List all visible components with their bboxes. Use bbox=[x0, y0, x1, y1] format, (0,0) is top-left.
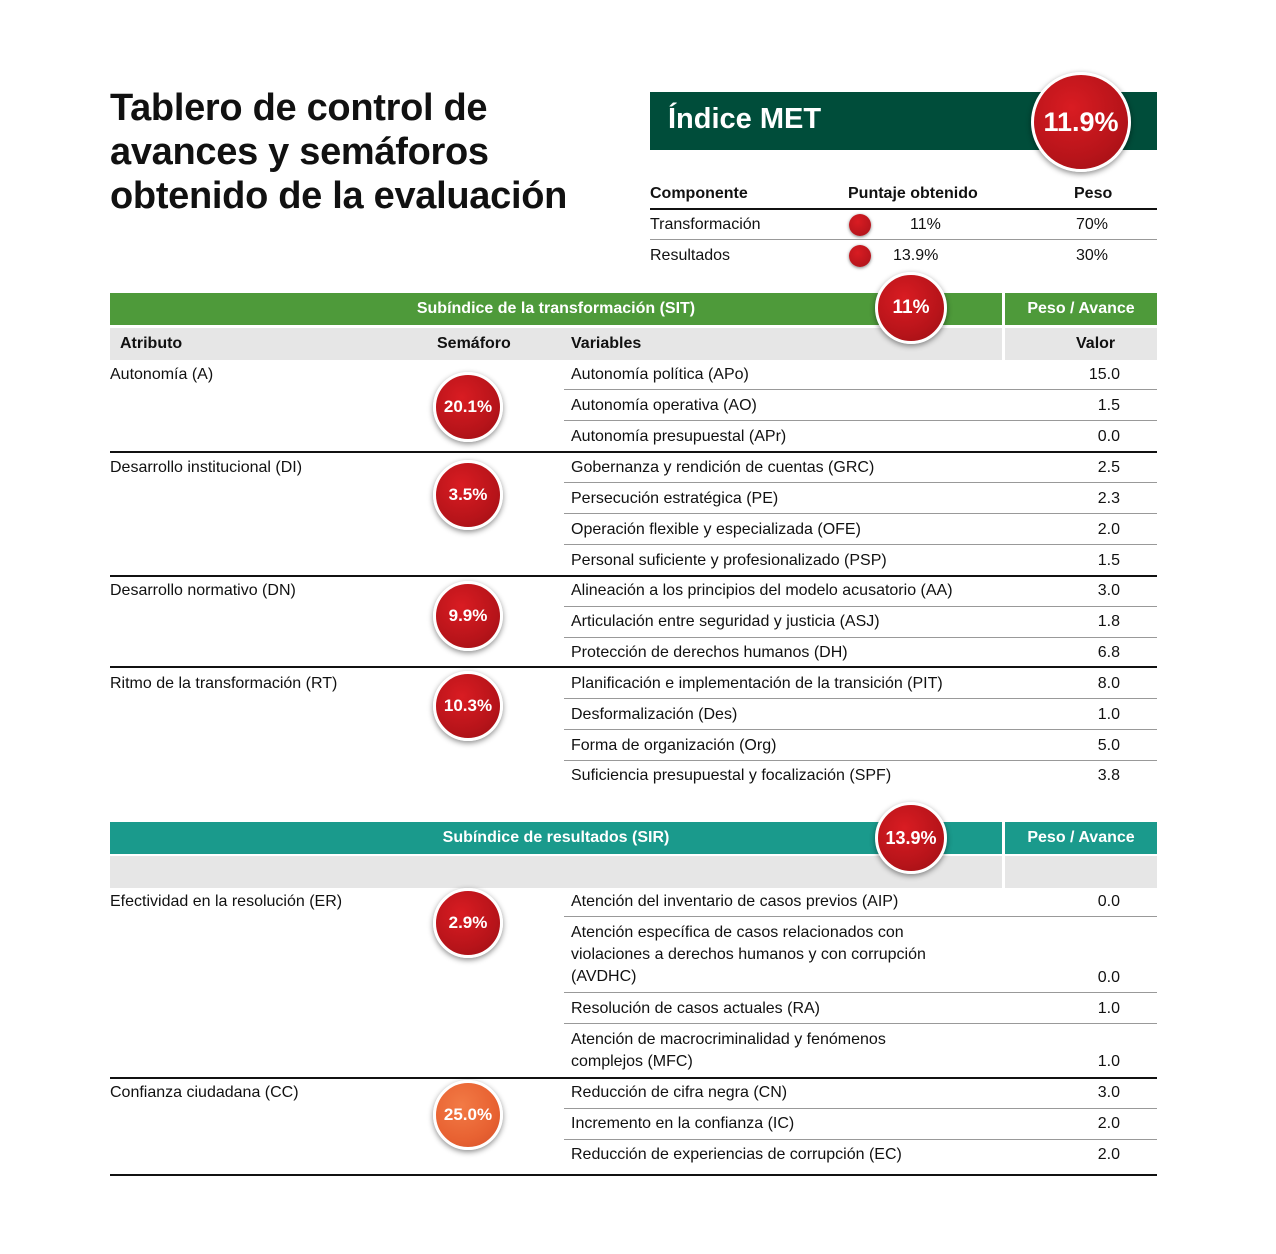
variable-value: 5.0 bbox=[1097, 737, 1120, 754]
divider bbox=[110, 451, 1157, 453]
variable-name: Autonomía presupuestal (APr) bbox=[571, 428, 787, 445]
variable-value: 6.8 bbox=[1097, 644, 1120, 661]
semaphore-header: Semáforo bbox=[437, 335, 511, 352]
sir-weight-label: Peso / Avance bbox=[1027, 829, 1135, 846]
attribute-header: Atributo bbox=[120, 335, 183, 352]
divider bbox=[564, 482, 1157, 483]
semaphore-bubble: 2.9% bbox=[433, 888, 503, 958]
divider bbox=[564, 606, 1157, 607]
variable-name: Personal suficiente y profesionalizado (PSP) bbox=[571, 552, 887, 569]
variable-value: 1.0 bbox=[1097, 1053, 1120, 1070]
sit-score-bubble: 11% bbox=[875, 272, 947, 344]
variable-value: 1.0 bbox=[1097, 706, 1120, 723]
divider bbox=[564, 420, 1157, 421]
variable-value: 0.0 bbox=[1097, 428, 1120, 445]
met-label: Índice MET bbox=[668, 103, 822, 135]
variable-value: 3.0 bbox=[1097, 582, 1120, 599]
attribute-name: Efectividad en la resolución (ER) bbox=[110, 893, 343, 910]
divider bbox=[110, 1077, 1157, 1079]
divider bbox=[564, 729, 1157, 730]
variable-name: Resolución de casos actuales (RA) bbox=[571, 1000, 821, 1017]
variable-value: 2.0 bbox=[1097, 521, 1120, 538]
variable-name: Articulación entre seguridad y justicia (ASJ) bbox=[571, 613, 880, 630]
score-header: Puntaje obtenido bbox=[848, 185, 978, 202]
page-title: Tablero de control de avances y semáforos obtenido de la evaluación bbox=[110, 87, 568, 217]
sit-subheader bbox=[110, 328, 1002, 360]
variable-name: Forma de organización (Org) bbox=[571, 737, 777, 754]
variable-name: Atención del inventario de casos previos (AIP) bbox=[571, 893, 899, 910]
component-score: 11% bbox=[910, 216, 941, 233]
variable-name: Atención de macrocriminalidad y fenómenos complejos (MFC) bbox=[571, 1031, 886, 1070]
component-weight: 70% bbox=[1076, 216, 1109, 233]
component-score: 13.9% bbox=[893, 247, 939, 264]
sit-band bbox=[110, 293, 1002, 325]
variable-name: Protección de derechos humanos (DH) bbox=[571, 644, 848, 661]
variable-name: Gobernanza y rendición de cuentas (GRC) bbox=[571, 459, 875, 476]
semaphore-bubble: 9.9% bbox=[433, 581, 503, 651]
variables-header: Variables bbox=[571, 335, 642, 352]
attribute-name: Autonomía (A) bbox=[110, 366, 214, 383]
attribute-name: Confianza ciudadana (CC) bbox=[110, 1084, 299, 1101]
attribute-name: Desarrollo normativo (DN) bbox=[110, 582, 296, 599]
variable-name: Desformalización (Des) bbox=[571, 706, 738, 723]
variable-value: 3.0 bbox=[1097, 1084, 1120, 1101]
sir-label: Subíndice de resultados (SIR) bbox=[442, 829, 670, 846]
red-dot-icon bbox=[849, 214, 871, 236]
component-name: Transformación bbox=[650, 216, 761, 233]
sir-score-bubble: 13.9% bbox=[875, 802, 947, 874]
component-weight: 30% bbox=[1076, 247, 1109, 264]
value-header: Valor bbox=[1076, 335, 1116, 352]
variable-value: 8.0 bbox=[1097, 675, 1120, 692]
variable-value: 1.5 bbox=[1097, 552, 1120, 569]
divider bbox=[564, 389, 1157, 390]
sir-weight-band bbox=[1005, 822, 1157, 854]
sir-subheader bbox=[110, 856, 1002, 888]
divider bbox=[650, 239, 1157, 240]
variable-name: Planificación e implementación de la transición (PIT) bbox=[571, 675, 943, 692]
component-name: Resultados bbox=[650, 247, 731, 264]
divider bbox=[110, 1174, 1157, 1176]
variable-value: 2.3 bbox=[1097, 490, 1120, 507]
divider bbox=[564, 637, 1157, 638]
variable-value: 2.0 bbox=[1097, 1115, 1120, 1132]
divider bbox=[564, 698, 1157, 699]
met-score-bubble: 11.9% bbox=[1031, 72, 1131, 172]
semaphore-bubble: 3.5% bbox=[433, 460, 503, 530]
divider bbox=[564, 916, 1157, 917]
variable-value: 2.0 bbox=[1097, 1146, 1120, 1163]
variable-value: 3.8 bbox=[1097, 767, 1120, 784]
divider bbox=[564, 760, 1157, 761]
sir-band bbox=[110, 822, 1002, 854]
attribute-name: Ritmo de la transformación (RT) bbox=[110, 675, 338, 692]
divider bbox=[564, 1139, 1157, 1140]
divider bbox=[650, 208, 1157, 210]
sit-weight-label: Peso / Avance bbox=[1027, 300, 1135, 317]
variable-value: 0.0 bbox=[1097, 893, 1120, 910]
variable-name: Reducción de experiencias de corrupción (EC) bbox=[571, 1146, 902, 1163]
variable-name: Suficiencia presupuestal y focalización (SPF) bbox=[571, 767, 892, 784]
divider bbox=[564, 513, 1157, 514]
variable-value: 0.0 bbox=[1097, 969, 1120, 986]
divider bbox=[110, 666, 1157, 668]
variable-name: Autonomía operativa (AO) bbox=[571, 397, 757, 414]
semaphore-bubble: 25.0% bbox=[433, 1080, 503, 1150]
red-dot-icon bbox=[849, 245, 871, 267]
sit-label: Subíndice de la transformación (SIT) bbox=[416, 300, 696, 317]
variable-value: 1.8 bbox=[1097, 613, 1120, 630]
divider bbox=[564, 992, 1157, 993]
variable-name: Reducción de cifra negra (CN) bbox=[571, 1084, 788, 1101]
variable-name: Persecución estratégica (PE) bbox=[571, 490, 779, 507]
divider bbox=[564, 544, 1157, 545]
variable-name: Incremento en la confianza (IC) bbox=[571, 1115, 795, 1132]
semaphore-bubble: 10.3% bbox=[433, 671, 503, 741]
variable-name: Alineación a los principios del modelo acusatorio (AA) bbox=[571, 582, 953, 599]
divider bbox=[564, 1023, 1157, 1024]
divider bbox=[110, 575, 1157, 577]
component-header: Componente bbox=[650, 185, 748, 202]
divider bbox=[564, 1108, 1157, 1109]
variable-value: 2.5 bbox=[1097, 459, 1120, 476]
sit-weight-band bbox=[1005, 293, 1157, 325]
weight-header: Peso bbox=[1074, 185, 1113, 202]
sir-subheader-value bbox=[1005, 856, 1157, 888]
variable-name: Operación flexible y especializada (OFE) bbox=[571, 521, 861, 538]
variable-name: Atención específica de casos relacionados con violaciones a derechos humanos y con corrupción (AVDHC) bbox=[571, 924, 926, 985]
variable-value: 15.0 bbox=[1088, 366, 1120, 383]
semaphore-bubble: 20.1% bbox=[433, 372, 503, 442]
variable-value: 1.0 bbox=[1097, 1000, 1120, 1017]
variable-value: 1.5 bbox=[1097, 397, 1120, 414]
variable-name: Autonomía política (APo) bbox=[571, 366, 749, 383]
attribute-name: Desarrollo institucional (DI) bbox=[110, 459, 303, 476]
